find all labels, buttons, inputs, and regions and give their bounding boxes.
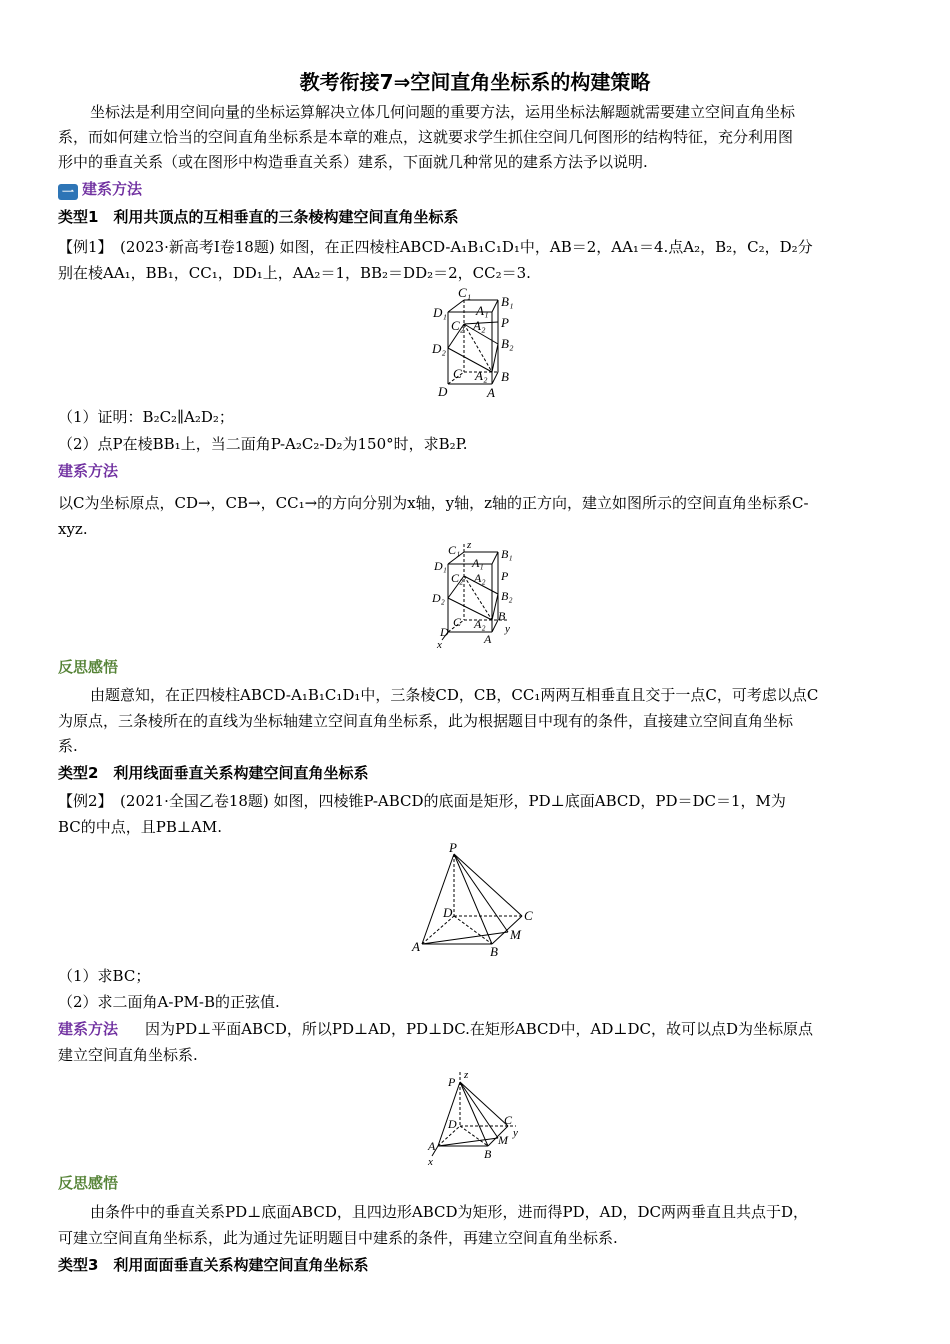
intro-line-1: 坐标法是利用空间向量的坐标运算解决立体几何问题的重要方法，运用坐标法解题就需要建立空间直角坐标 <box>90 103 796 121</box>
ex1-question-1: （1）证明：B₂C₂∥A₂D₂； <box>58 408 234 426</box>
label-A1: A₁ <box>476 303 489 318</box>
label-B: B <box>501 369 509 384</box>
label3-A: A <box>412 939 420 954</box>
ex1-line-1: 【例1】 (2023·新高考Ⅰ卷18题) 如图，在正四棱柱ABCD-A₁B₁C₁D₁中，AB＝2，AA₁＝4.点A₂，B₂，C₂，D₂分 <box>58 238 813 256</box>
label4-A: A <box>428 1139 436 1153</box>
ex2-method-line-2: 建立空间直角坐标系. <box>58 1046 198 1064</box>
label3-C: C <box>524 908 533 923</box>
label-B1: B₁ <box>501 294 514 309</box>
ex2-question-2: （2）求二面角A-PM-B的正弦值. <box>58 993 280 1011</box>
ex2-reflect-label: 反思感悟 <box>58 1174 119 1192</box>
label-A2b: A₂ <box>475 368 488 383</box>
ex2-question-1: （1）求BC； <box>58 967 151 985</box>
ex2-reflect-line-1: 由条件中的垂直关系PD⊥底面ABCD，且四边形ABCD为矩形，进而得PD，AD，DC两两垂直且共点于D， <box>90 1203 809 1221</box>
label2-B: B <box>498 609 506 623</box>
label2-P: P <box>501 569 509 583</box>
label-D1: D₁ <box>433 305 447 320</box>
ex1-reflect-line-2: 为原点，三条棱所在的直线为坐标轴建立空间直角坐标系，此为根据题目中现有的条件，直接建立空间直角坐标 <box>58 712 794 730</box>
label2-A: A <box>484 632 492 646</box>
label-P: P <box>501 315 509 330</box>
axis4-z: z <box>464 1069 469 1081</box>
label2-A2b: A₂ <box>474 617 486 631</box>
label2-C1: C₁ <box>448 543 461 557</box>
ex1-method-line-2: xyz. <box>58 520 88 538</box>
label4-D: D <box>448 1117 457 1131</box>
type2-heading: 类型2 利用线面垂直关系构建空间直角坐标系 <box>58 764 369 782</box>
axis-x: x <box>437 639 442 651</box>
label2-D: D <box>440 625 449 639</box>
label4-P: P <box>448 1075 456 1089</box>
label2-B1: B₁ <box>501 547 513 561</box>
axis-y: y <box>505 623 510 635</box>
ex2-method-label: 建系方法 <box>58 1020 119 1038</box>
label2-C2: C₂ <box>451 571 464 585</box>
type3-heading: 类型3 利用面面垂直关系构建空间直角坐标系 <box>58 1256 369 1274</box>
label-D: D <box>438 384 448 399</box>
label2-D1: D₁ <box>434 559 447 573</box>
axis4-y: y <box>513 1127 518 1139</box>
label3-B: B <box>490 944 498 959</box>
label2-A2: A₂ <box>474 571 486 585</box>
label-B2: B₂ <box>501 336 514 351</box>
axis4-x: x <box>428 1156 433 1168</box>
intro-line-2: 系，而如何建立恰当的空间直角坐标系是本章的难点，这就要求学生抓住空间几何图形的结构特征，充分利用图 <box>58 128 794 146</box>
label2-C: C <box>453 615 462 629</box>
label2-D2: D₂ <box>432 591 445 605</box>
ex1-reflect-line-1: 由题意知，在正四棱柱ABCD-A₁B₁C₁D₁中，三条棱CD，CB，CC₁两两互相垂直且交于一点C，可考虑以点C <box>90 686 819 704</box>
section-badge: 一 <box>58 184 78 200</box>
ex2-line-1: 【例2】 (2021·全国乙卷18题) 如图，四棱锥P-ABCD的底面是矩形，PD⊥底面ABCD，PD＝DC＝1，M为 <box>58 792 786 810</box>
figure-3-pyramid <box>410 840 540 960</box>
ex1-line-2: 别在棱AA₁，BB₁，CC₁，DD₁上，AA₂＝1，BB₂＝DD₂＝2，CC₂＝3. <box>58 264 531 282</box>
page-title: 教考衔接7⇒空间直角坐标系的构建策略 <box>299 70 651 94</box>
figure-1-prism <box>420 286 530 402</box>
label-C1: C₁ <box>458 286 472 300</box>
section-heading-1 <box>58 178 142 200</box>
figure-2-prism-axes <box>420 540 530 652</box>
ex2-method-line-1: 因为PD⊥平面ABCD，所以PD⊥AD，PD⊥DC.在矩形ABCD中，AD⊥DC，故可以点D为坐标原点 <box>145 1020 814 1038</box>
ex1-method-label: 建系方法 <box>58 462 119 480</box>
label2-A1: A₁ <box>472 556 484 570</box>
ex1-reflect-line-3: 系. <box>58 737 78 755</box>
section-heading-label: 建系方法 <box>82 180 143 198</box>
label4-M: M <box>498 1133 508 1147</box>
ex2-reflect-line-2: 可建立空间直角坐标系，此为通过先证明题目中建系的条件，再建立空间直角坐标系. <box>58 1229 618 1247</box>
figure-4-pyramid-axes <box>420 1068 530 1168</box>
ex1-question-2: （2）点P在棱BB₁上，当二面角P-A₂C₂-D₂为150°时，求B₂P. <box>58 435 468 453</box>
label3-M: M <box>510 927 521 942</box>
label3-P: P <box>449 840 457 855</box>
label4-B: B <box>484 1147 492 1161</box>
label3-D: D <box>443 905 453 920</box>
label-A2: A₂ <box>473 318 486 333</box>
label2-B2: B₂ <box>501 589 513 603</box>
intro-line-3: 形中的垂直关系（或在图形中构造垂直关系）建系，下面就几种常见的建系方法予以说明. <box>58 153 648 171</box>
type1-heading: 类型1 利用共顶点的互相垂直的三条棱构建空间直角坐标系 <box>58 208 459 226</box>
label-C2: C₂ <box>451 318 465 333</box>
axis-z: z <box>467 540 472 551</box>
label-C: C <box>453 366 462 381</box>
label4-C: C <box>504 1113 513 1127</box>
ex2-line-2: BC的中点，且PB⊥AM. <box>58 818 222 836</box>
label-D2: D₂ <box>432 341 446 356</box>
label-A: A <box>487 385 495 400</box>
ex1-reflect-label: 反思感悟 <box>58 658 119 676</box>
ex1-method-line-1: 以C为坐标原点，CD→，CB→，CC₁→的方向分别为x轴，y轴，z轴的正方向，建立如图所示的空间直角坐标系C- <box>58 494 809 512</box>
